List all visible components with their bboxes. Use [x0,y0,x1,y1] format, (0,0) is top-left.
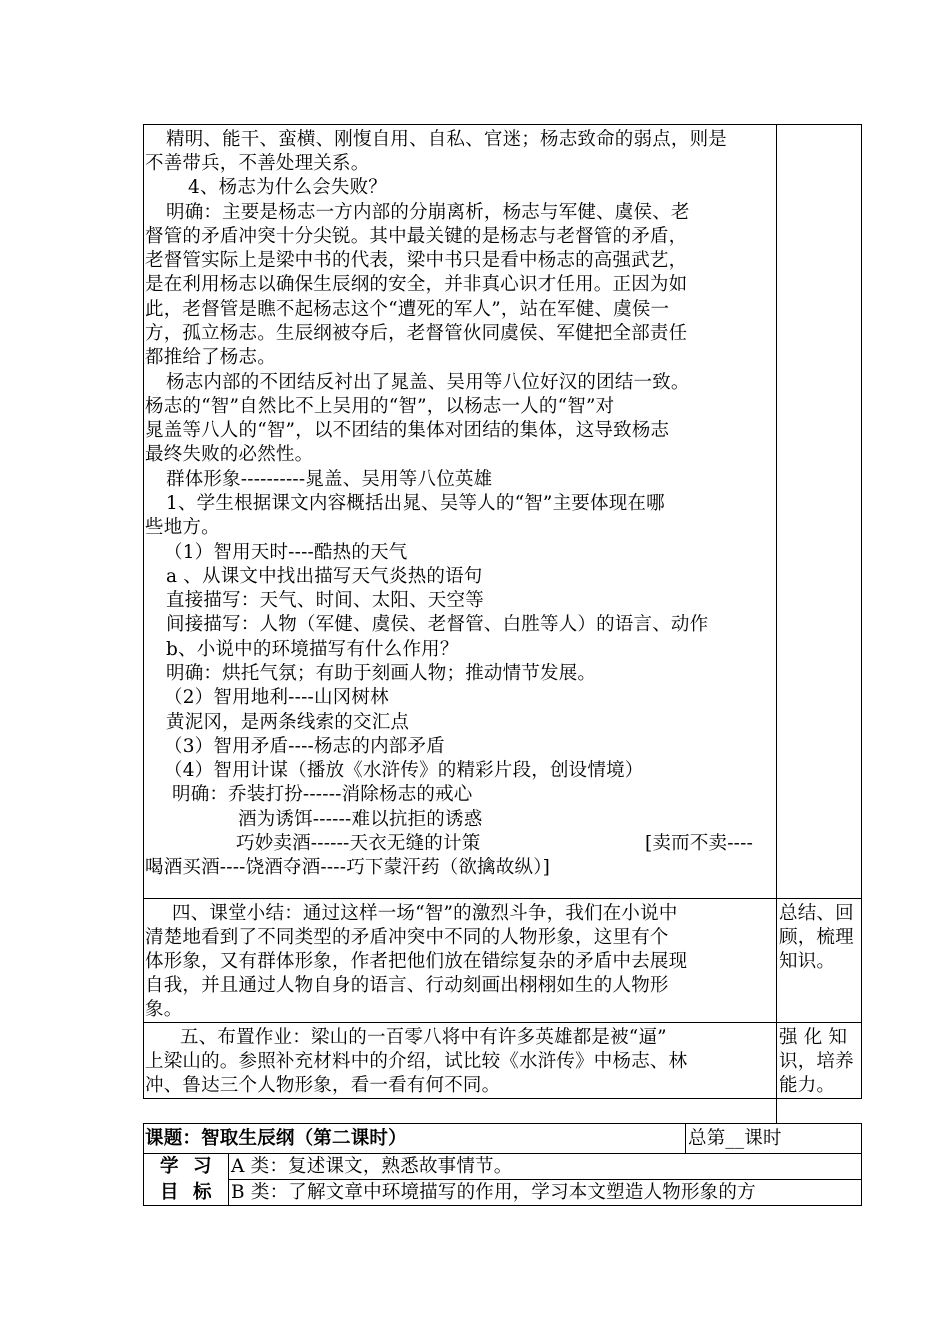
main-line-29: 酒为诱饵------难以抗拒的诱惑 [238,809,483,830]
main-line-11: 杨志内部的不团结反衬出了晁盖、吴用等八位好汉的团结一致。 [166,372,690,393]
main-line-15: 群体形象----------晁盖、吴用等八位英雄 [166,469,493,490]
summary-line-4: 自我，并且通过人物自身的语言、行动刻画出栩栩如生的人物形 [145,975,669,996]
summary-side-2: 顾，梳理 [779,927,854,948]
main-line-3: 4、杨志为什么会失败？ [188,177,387,198]
main-line-16: 1、学生根据课文内容概括出晁、吴等人的“智”主要体现在哪 [166,493,665,514]
goal-b: B 类：了解文章中环境描写的作用，学习本文塑造人物形象的方 [231,1182,756,1203]
table2-row-divider-2 [228,1179,862,1180]
row-divider-2 [143,1022,862,1023]
table2-label-divider [228,1153,229,1206]
main-line-13: 晁盖等八人的“智”，以不团结的集体对团结的集体，这导致杨志 [145,420,670,441]
table1-bottom-border [143,1098,862,1099]
main-line-7: 是在利用杨志以确保生辰纲的安全，并非真心识才任用。正因为如 [145,274,688,295]
main-line-19: a 、从课文中找出描写天气炎热的语句 [166,566,483,587]
homework-side-1: 强 化 知 [779,1027,848,1048]
main-line-1: 精明、能干、蛮横、刚愎自用、自私、官迷；杨志致命的弱点，则是 [166,129,728,150]
main-line-26: （3）智用矛盾----杨志的内部矛盾 [164,736,445,757]
main-line-12: 杨志的“智”自然比不上吴用的“智”，以杨志一人的“智”对 [145,396,615,417]
table1-right-border [861,124,862,1099]
row-divider-1 [143,898,862,899]
summary-line-2: 清楚地看到了不同类型的矛盾冲突中不同的人物形象，这里有个 [145,927,669,948]
main-line-30: 巧妙卖酒------天衣无缝的计策 [236,833,481,854]
summary-side-3: 知识。 [779,951,836,972]
goal-label-line-1: 学 习 [160,1156,216,1177]
main-line-17: 些地方。 [145,517,220,538]
table2-header-divider [685,1123,686,1153]
main-line-23: 明确：烘托气氛；有助于刻画人物；推动情节发展。 [166,663,597,684]
main-line-14: 最终失败的必然性。 [145,444,314,465]
table2-right-border [861,1123,862,1206]
main-line-25: 黄泥冈，是两条线索的交汇点 [166,712,410,733]
main-line-9: 方，孤立杨志。生辰纲被夺后，老督管伙同虞侯、军健把全部责任 [145,323,688,344]
main-line-24: （2）智用地利----山冈树林 [164,687,389,708]
main-line-2: 不善带兵，不善处理关系。 [145,153,370,174]
main-line-21: 间接描写：人物（军健、虞侯、老督管、白胜等人）的语言、动作 [166,614,709,635]
table1-left-border [143,124,144,1099]
main-line-30b: [卖而不卖---- [645,833,754,854]
homework-side-2: 识，培养 [779,1051,854,1072]
summary-line-1: 四、课堂小结：通过这样一场“智”的激烈斗争，我们在小说中 [172,903,678,924]
main-line-20: 直接描写：天气、时间、太阳、天空等 [166,590,484,611]
homework-line-3: 冲、鲁达三个人物形象，看一看有何不同。 [145,1075,501,1096]
main-line-6: 老督管实际上是梁中书的代表，梁中书只是看中杨志的高强武艺， [145,250,688,271]
main-line-27: （4）智用计谋（播放《水浒传》的精彩片段，创设情境） [164,760,644,781]
table2-row-divider-1 [143,1153,862,1154]
summary-line-3: 体形象，又有群体形象，作者把他们放在错综复杂的矛盾中去展现 [145,951,688,972]
main-line-18: （1）智用天时----酷热的天气 [164,542,408,563]
main-line-10: 都推给了杨志。 [145,347,276,368]
main-line-4: 明确：主要是杨志一方内部的分崩离析，杨志与军健、虞侯、老 [166,202,690,223]
main-line-22: b、小说中的环境描写有什么作用？ [166,639,459,660]
main-line-31: 喝酒买酒----饶酒夺酒----巧下蒙汗药（欲擒故纵）] [145,857,551,878]
homework-side-3: 能力。 [779,1075,836,1096]
homework-line-2: 上梁山的。参照补充材料中的介绍，试比较《水浒传》中杨志、林 [145,1051,688,1072]
goal-label-line-2: 目 标 [160,1182,216,1203]
summary-side-1: 总结、回 [779,903,854,924]
table1-column-divider [776,124,777,1123]
lesson-total: 总第__课时 [688,1128,782,1149]
main-line-8: 此，老督管是瞧不起杨志这个“遭死的军人”，站在军健、虞侯一 [145,299,670,320]
goal-a: A 类：复述课文，熟悉故事情节。 [231,1156,513,1177]
summary-line-5: 象。 [145,999,183,1020]
main-line-5: 督管的矛盾冲突十分尖锐。其中最关键的是杨志与老督管的矛盾， [145,226,688,247]
table2-bottom-border [143,1205,862,1206]
lesson-title: 课题：智取生辰纲（第二课时） [145,1128,407,1149]
main-line-28: 明确：乔装打扮------消除杨志的戒心 [172,784,473,805]
table2-top-border [143,1123,862,1124]
table1-top-border [143,124,862,125]
table2-left-border [143,1123,144,1206]
homework-line-1: 五、布置作业：梁山的一百零八将中有许多英雄都是被“逼” [180,1027,667,1048]
